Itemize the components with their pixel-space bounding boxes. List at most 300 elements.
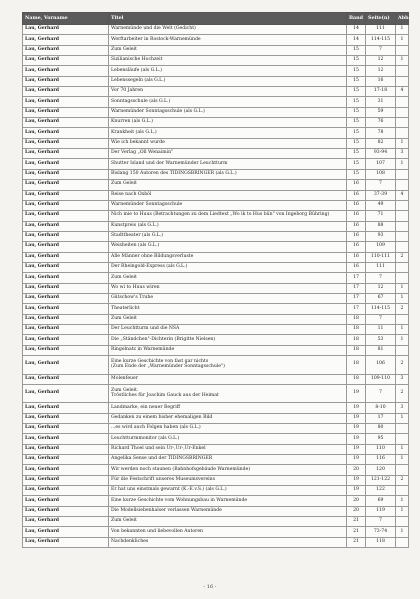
cell-band: 20 [347, 506, 366, 516]
table-row [23, 149, 409, 159]
cell-title: Reise nach Oxböl [109, 190, 347, 200]
cell-name: Lau, Gerhard [23, 149, 109, 159]
cell-abb: 1 [396, 25, 409, 35]
cell-seite: 88 [366, 221, 396, 231]
table-row [23, 221, 409, 231]
cell-abb: 1 [396, 56, 409, 66]
cell-band: 15 [347, 66, 366, 76]
cell-name: Lau, Gerhard [23, 169, 109, 179]
cell-band: 15 [347, 107, 366, 117]
cell-band: 18 [347, 345, 366, 355]
table-row [23, 66, 409, 76]
cell-abb [396, 66, 409, 76]
table-row [23, 35, 409, 45]
cell-title: Angelika Sense und der TIDINGSBRINGER [109, 455, 347, 465]
header-row [23, 13, 409, 25]
table-row [23, 169, 409, 179]
cell-band: 14 [347, 35, 366, 45]
cell-band: 17 [347, 273, 366, 283]
cell-seite: 17-18 [366, 87, 396, 97]
table-body [23, 25, 409, 548]
cell-name: Lau, Gerhard [23, 76, 109, 86]
table-row [23, 465, 409, 475]
cell-seite: 81 [366, 345, 396, 355]
cell-title: Kunstpreis (als G.L.) [109, 221, 347, 231]
table-row [23, 475, 409, 485]
table-row [23, 335, 409, 345]
cell-title: Molenfeuer [109, 374, 347, 384]
cell-seite: 95 [366, 434, 396, 444]
cell-band: 16 [347, 211, 366, 221]
cell-name: Lau, Gerhard [23, 496, 109, 506]
cell-name: Lau, Gerhard [23, 444, 109, 454]
table-row [23, 496, 409, 506]
cell-title: Weisheiten (als G.L.) [109, 242, 347, 252]
cell-name: Lau, Gerhard [23, 118, 109, 128]
cell-band: 15 [347, 118, 366, 128]
cell-title: Eine kurze Geschichte vom Wohnungsbau in Warnemünde [109, 496, 347, 506]
cell-name: Lau, Gerhard [23, 128, 109, 138]
cell-seite: 37-39 [366, 190, 396, 200]
cell-band: 18 [347, 314, 366, 324]
cell-title: Leuchtturmmonitor (als G.L.) [109, 434, 347, 444]
cell-abb [396, 180, 409, 190]
author-index-table [22, 12, 409, 548]
cell-abb [396, 76, 409, 86]
cell-band: 14 [347, 25, 366, 35]
cell-band: 16 [347, 221, 366, 231]
cell-name: Lau, Gerhard [23, 413, 109, 423]
cell-abb: 3 [396, 374, 409, 384]
cell-abb [396, 517, 409, 527]
cell-name: Lau, Gerhard [23, 180, 109, 190]
cell-band: 15 [347, 45, 366, 55]
cell-name: Lau, Gerhard [23, 345, 109, 355]
cell-abb: 1 [396, 283, 409, 293]
table-row [23, 180, 409, 190]
cell-abb: 1 [396, 527, 409, 537]
cell-title: Der Verlag „Oll Wenaimin" [109, 149, 347, 159]
cell-abb [396, 262, 409, 272]
cell-seite: 108 [366, 169, 396, 179]
cell-band: 15 [347, 138, 366, 148]
cell-title: Eine kurze Geschichte von fast gar nichts (Zum Ende der „Warnemünder Sonntagsschule") [109, 356, 347, 375]
table-row [23, 345, 409, 355]
table-row [23, 384, 409, 403]
header-abb: Abb. [396, 13, 409, 25]
table-row [23, 434, 409, 444]
header-band: Band [347, 13, 366, 25]
cell-abb: 1 [396, 324, 409, 334]
cell-abb: 2 [396, 475, 409, 485]
cell-band: 18 [347, 324, 366, 334]
table-row [23, 283, 409, 293]
cell-band: 17 [347, 304, 366, 314]
cell-abb: 2 [396, 356, 409, 375]
cell-title: ...es wird auch Folgen haben (als G.L.) [109, 424, 347, 434]
cell-seite: 106 [366, 356, 396, 375]
cell-title: Wo wi to Huus wiren [109, 283, 347, 293]
cell-seite: 71 [366, 211, 396, 221]
cell-name: Lau, Gerhard [23, 374, 109, 384]
cell-band: 19 [347, 403, 366, 413]
cell-title: Stadttheater (als G.L.) [109, 231, 347, 241]
cell-abb [396, 486, 409, 496]
cell-name: Lau, Gerhard [23, 190, 109, 200]
cell-name: Lau, Gerhard [23, 283, 109, 293]
cell-name: Lau, Gerhard [23, 56, 109, 66]
cell-name: Lau, Gerhard [23, 304, 109, 314]
table-row [23, 242, 409, 252]
page-number: - 16 - [203, 584, 217, 590]
cell-title: Die Modellsiebenhalser verlassen Warnemünde [109, 506, 347, 516]
cell-band: 19 [347, 424, 366, 434]
table-row [23, 403, 409, 413]
cell-abb [396, 45, 409, 55]
cell-name: Lau, Gerhard [23, 159, 109, 169]
cell-seite: 82 [366, 138, 396, 148]
cell-title: Gütschow's Truhe [109, 293, 347, 303]
cell-title: Bislang 150 Autoren des TIDINGSBRINGER (als G.L.) [109, 169, 347, 179]
cell-abb [396, 242, 409, 252]
table-row [23, 190, 409, 200]
cell-band: 21 [347, 537, 366, 547]
cell-title: Zum Geleit [109, 180, 347, 190]
table-row [23, 87, 409, 97]
cell-band: 21 [347, 527, 366, 537]
cell-band: 16 [347, 252, 366, 262]
table-row [23, 231, 409, 241]
table-row [23, 537, 409, 547]
cell-title: Landmarke, ein neuer Begriff [109, 403, 347, 413]
cell-name: Lau, Gerhard [23, 455, 109, 465]
cell-abb: 1 [396, 138, 409, 148]
cell-band: 15 [347, 97, 366, 107]
table-row [23, 107, 409, 117]
cell-abb: 1 [396, 159, 409, 169]
cell-band: 15 [347, 56, 366, 66]
cell-name: Lau, Gerhard [23, 293, 109, 303]
cell-name: Lau, Gerhard [23, 66, 109, 76]
cell-abb [396, 107, 409, 117]
cell-band: 15 [347, 149, 366, 159]
table-row [23, 486, 409, 496]
cell-seite: 114-115 [366, 304, 396, 314]
table-row [23, 517, 409, 527]
cell-title: Zum Geleit [109, 273, 347, 283]
cell-abb [396, 221, 409, 231]
table-row [23, 413, 409, 423]
cell-band: 15 [347, 76, 366, 86]
cell-abb: 2 [396, 384, 409, 403]
table-row [23, 211, 409, 221]
table-row [23, 527, 409, 537]
cell-band: 15 [347, 169, 366, 179]
cell-seite: 111 [366, 25, 396, 35]
cell-title: Knurren (als G.L.) [109, 118, 347, 128]
cell-name: Lau, Gerhard [23, 506, 109, 516]
cell-abb: 1 [396, 496, 409, 506]
cell-band: 18 [347, 335, 366, 345]
cell-seite: 76 [366, 118, 396, 128]
cell-seite: 12 [366, 56, 396, 66]
header-title: Titel [109, 13, 347, 25]
table-row [23, 262, 409, 272]
cell-title: Nachdenkliches [109, 537, 347, 547]
cell-title: Werftarbeiter in Rostock-Warnemünde [109, 35, 347, 45]
cell-abb [396, 169, 409, 179]
cell-abb [396, 128, 409, 138]
cell-seite: 119 [366, 506, 396, 516]
cell-seite: 78 [366, 128, 396, 138]
cell-band: 20 [347, 465, 366, 475]
table-row [23, 304, 409, 314]
cell-title: Wie ich bekannt wurde [109, 138, 347, 148]
cell-seite: 120 [366, 465, 396, 475]
cell-abb [396, 537, 409, 547]
index-page [22, 12, 411, 548]
cell-band: 18 [347, 374, 366, 384]
cell-seite: 109 [366, 242, 396, 252]
cell-seite: 7 [366, 384, 396, 403]
cell-seite: 110-111 [366, 252, 396, 262]
cell-seite: 67 [366, 293, 396, 303]
cell-title: Zum Geleit [109, 314, 347, 324]
cell-title: Alle Männer ohne Bildungsverluste [109, 252, 347, 262]
cell-abb [396, 200, 409, 210]
cell-seite: 17 [366, 413, 396, 423]
cell-abb: 1 [396, 413, 409, 423]
cell-title: Warnemünde und die Welt (Gedicht) [109, 25, 347, 35]
cell-abb: 4 [396, 190, 409, 200]
cell-title: Für die Festschrift unseres Museumsvereins [109, 475, 347, 485]
table-row [23, 25, 409, 35]
cell-title: Wir werden noch staunen (Bahnhofsgebäude Warnemünde) [109, 465, 347, 475]
cell-seite: 73-74 [366, 527, 396, 537]
cell-name: Lau, Gerhard [23, 273, 109, 283]
cell-abb: 2 [396, 252, 409, 262]
cell-abb [396, 465, 409, 475]
cell-name: Lau, Gerhard [23, 262, 109, 272]
table-row [23, 374, 409, 384]
cell-title: Theaterlicht [109, 304, 347, 314]
cell-name: Lau, Gerhard [23, 475, 109, 485]
table-row [23, 293, 409, 303]
cell-seite: 107 [366, 159, 396, 169]
cell-seite: 7 [366, 180, 396, 190]
cell-name: Lau, Gerhard [23, 231, 109, 241]
table-row [23, 252, 409, 262]
cell-title: Vor 70 Jahren [109, 87, 347, 97]
cell-seite: 80 [366, 424, 396, 434]
cell-seite: 7 [366, 45, 396, 55]
cell-seite: 116 [366, 455, 396, 465]
table-row [23, 324, 409, 334]
cell-seite: 122 [366, 486, 396, 496]
cell-abb: 3 [396, 403, 409, 413]
table-row [23, 314, 409, 324]
table-row [23, 200, 409, 210]
cell-abb [396, 211, 409, 221]
cell-name: Lau, Gerhard [23, 314, 109, 324]
cell-seite: 93 [366, 231, 396, 241]
cell-title: Der Leuchtturm und die NSA [109, 324, 347, 334]
cell-abb [396, 345, 409, 355]
cell-band: 19 [347, 486, 366, 496]
cell-title: Er hat uns einstmals gewarnt (K.-E.v.S.) (als G.L.) [109, 486, 347, 496]
cell-band: 20 [347, 496, 366, 506]
table-row [23, 455, 409, 465]
cell-name: Lau, Gerhard [23, 356, 109, 375]
cell-band: 19 [347, 455, 366, 465]
cell-title: Der Rheingold-Express (als G.L.) [109, 262, 347, 272]
cell-band: 21 [347, 517, 366, 527]
cell-seite: 7 [366, 273, 396, 283]
cell-band: 15 [347, 87, 366, 97]
cell-name: Lau, Gerhard [23, 424, 109, 434]
cell-seite: 93-94 [366, 149, 396, 159]
cell-band: 19 [347, 384, 366, 403]
cell-name: Lau, Gerhard [23, 486, 109, 496]
cell-title: Lebensläufe (als G.L.) [109, 66, 347, 76]
cell-name: Lau, Gerhard [23, 537, 109, 547]
cell-name: Lau, Gerhard [23, 403, 109, 413]
cell-seite: 59 [366, 107, 396, 117]
cell-band: 19 [347, 434, 366, 444]
cell-abb: 1 [396, 335, 409, 345]
cell-seite: 12 [366, 283, 396, 293]
table-row [23, 444, 409, 454]
cell-name: Lau, Gerhard [23, 45, 109, 55]
table-row [23, 138, 409, 148]
cell-seite: 49 [366, 200, 396, 210]
cell-name: Lau, Gerhard [23, 384, 109, 403]
cell-title: Shutter Island und der Warnemünder Leuchtturm [109, 159, 347, 169]
cell-title: Nich mie to Huus (Betrachtungen zu dem Liedtext „Wo ik to Hus bün" von Ingeborg Bühring) [109, 211, 347, 221]
cell-name: Lau, Gerhard [23, 211, 109, 221]
cell-seite: 7 [366, 517, 396, 527]
cell-abb: 1 [396, 506, 409, 516]
cell-abb: 1 [396, 293, 409, 303]
cell-band: 17 [347, 293, 366, 303]
table-row [23, 273, 409, 283]
cell-name: Lau, Gerhard [23, 35, 109, 45]
cell-title: Zum Geleit. Tröstliches für Joachim Gauck aus der Heimat [109, 384, 347, 403]
cell-title: Zum Geleit [109, 45, 347, 55]
cell-name: Lau, Gerhard [23, 221, 109, 231]
table-row [23, 128, 409, 138]
cell-abb: 1 [396, 444, 409, 454]
cell-name: Lau, Gerhard [23, 324, 109, 334]
cell-title: Sizilianische Hochzeit [109, 56, 347, 66]
cell-name: Lau, Gerhard [23, 434, 109, 444]
table-row [23, 97, 409, 107]
cell-band: 16 [347, 242, 366, 252]
cell-title: Warnemünder Sonntagsschule (als G.L.) [109, 107, 347, 117]
cell-name: Lau, Gerhard [23, 138, 109, 148]
cell-band: 15 [347, 128, 366, 138]
cell-title: Lebenssegeln (als G.L.) [109, 76, 347, 86]
cell-abb [396, 231, 409, 241]
cell-band: 15 [347, 159, 366, 169]
table-row [23, 118, 409, 128]
cell-name: Lau, Gerhard [23, 25, 109, 35]
cell-band: 16 [347, 180, 366, 190]
table-row [23, 45, 409, 55]
cell-band: 16 [347, 190, 366, 200]
cell-seite: 8-10 [366, 403, 396, 413]
cell-abb: 1 [396, 455, 409, 465]
cell-band: 16 [347, 231, 366, 241]
cell-abb: 4 [396, 87, 409, 97]
cell-name: Lau, Gerhard [23, 252, 109, 262]
cell-band: 19 [347, 444, 366, 454]
cell-band: 19 [347, 475, 366, 485]
cell-name: Lau, Gerhard [23, 242, 109, 252]
cell-name: Lau, Gerhard [23, 527, 109, 537]
cell-title: Von bekannten und liebevollen Autoren [109, 527, 347, 537]
cell-band: 18 [347, 356, 366, 375]
cell-band: 16 [347, 200, 366, 210]
cell-seite: 16 [366, 76, 396, 86]
cell-title: Richard Thoel und sein Ur-,Ur-,Ur-Enkel [109, 444, 347, 454]
cell-name: Lau, Gerhard [23, 465, 109, 475]
table-row [23, 56, 409, 66]
header-name: Name, Vorname [23, 13, 109, 25]
cell-band: 17 [347, 283, 366, 293]
cell-seite: 121-122 [366, 475, 396, 485]
cell-seite: 111 [366, 262, 396, 272]
cell-abb [396, 314, 409, 324]
cell-title: Sonntagsschule (als G.L.) [109, 97, 347, 107]
cell-abb: 1 [396, 35, 409, 45]
cell-name: Lau, Gerhard [23, 335, 109, 345]
cell-abb [396, 118, 409, 128]
cell-seite: 118 [366, 537, 396, 547]
cell-abb [396, 97, 409, 107]
cell-name: Lau, Gerhard [23, 107, 109, 117]
cell-title: Zum Geleit [109, 517, 347, 527]
table-row [23, 76, 409, 86]
cell-abb [396, 273, 409, 283]
cell-seite: 110 [366, 444, 396, 454]
header-seite: Seite(n) [366, 13, 396, 25]
cell-seite: 11 [366, 324, 396, 334]
cell-title: Krankheit (als G.L.) [109, 128, 347, 138]
cell-abb: 3 [396, 149, 409, 159]
cell-name: Lau, Gerhard [23, 200, 109, 210]
cell-title: Gedanken zu einem bisher ehemaligen Bild [109, 413, 347, 423]
cell-seite: 114-115 [366, 35, 396, 45]
cell-seite: 31 [366, 97, 396, 107]
cell-seite: 12 [366, 66, 396, 76]
table-row [23, 159, 409, 169]
cell-name: Lau, Gerhard [23, 97, 109, 107]
cell-title: Die „Ständchen"-Dichterin (Brigitte Nielsen) [109, 335, 347, 345]
cell-abb [396, 434, 409, 444]
cell-seite: 7 [366, 314, 396, 324]
cell-band: 16 [347, 262, 366, 272]
cell-title: Warnemünder Sonntagsschule [109, 200, 347, 210]
cell-abb: 2 [396, 304, 409, 314]
cell-seite: 109-110 [366, 374, 396, 384]
cell-seite: 69 [366, 496, 396, 506]
cell-title: Ringelnatz in Warnemünde [109, 345, 347, 355]
table-row [23, 506, 409, 516]
cell-abb [396, 424, 409, 434]
cell-name: Lau, Gerhard [23, 87, 109, 97]
cell-band: 19 [347, 413, 366, 423]
